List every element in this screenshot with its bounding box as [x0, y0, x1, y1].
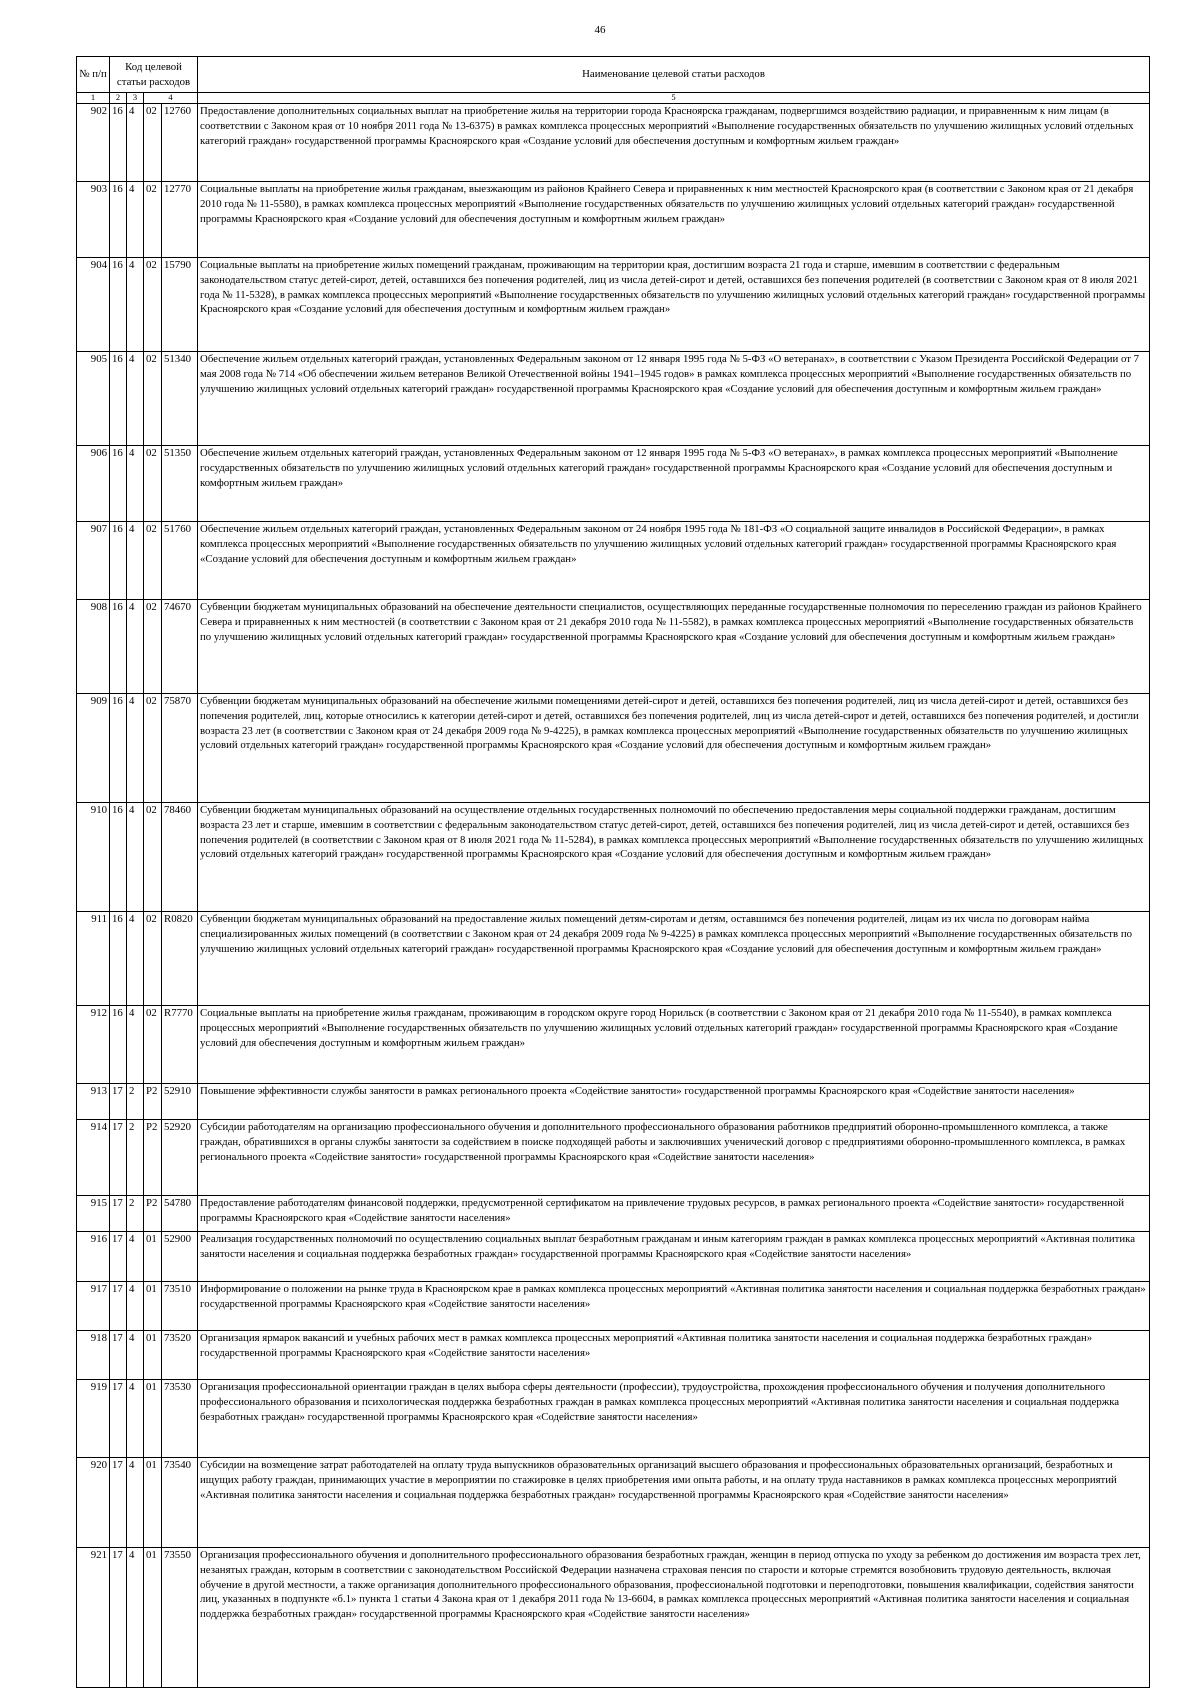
cell-description: Субсидии на возмещение затрат работодателей на оплату труда выпускников образовательных организаций высшего образования и профессиональных образовательных организаций, безработных и ищущих работу граждан, принимающих участие в мероприятии по стажировке в целях приобретения ими опыта работы, и на оплату труда наставников в рамках комплекса процессных мероприятий «Активная политика занятости населения и социальная поддержка безработных граждан» государственной программы Красноярского края «Содействие занятости населения»: [198, 1458, 1150, 1548]
cell-code-3: 01: [144, 1232, 162, 1282]
cell-code-3: 02: [144, 1006, 162, 1084]
cell-row-number: 902: [77, 104, 110, 182]
cell-code-1: 16: [110, 522, 127, 600]
cell-code-1: 17: [110, 1380, 127, 1458]
cell-code-4: 15790: [162, 258, 198, 352]
cell-code-2: 4: [127, 1282, 144, 1331]
cell-code-4: 73520: [162, 1331, 198, 1380]
cell-code-2: 4: [127, 600, 144, 694]
header-code: Код целевой статьи расходов: [110, 57, 198, 93]
cell-code-3: 02: [144, 803, 162, 912]
cell-code-1: 17: [110, 1196, 127, 1232]
column-number-3: 3: [127, 93, 144, 104]
cell-description: Социальные выплаты на приобретение жилья гражданам, выезжающим из районов Крайнего Севера и приравненных к ним местностей Красноярского края (в соответствии с Законом края от 21 декабря 2010 года № 11-5580), в рамках комплекса процессных мероприятий «Выполнение государственных обязательств по улучшению жилищных условий отдельных категорий граждан» государственной программы Красноярского края «Создание условий для обеспечения доступным и комфортным жильем граждан»: [198, 182, 1150, 258]
table-row: [77, 104, 1150, 182]
cell-description: Обеспечение жильем отдельных категорий граждан, установленных Федеральным законом от 12 января 1995 года № 5-ФЗ «О ветеранах», в соответствии с Указом Президента Российской Федерации от 7 мая 2008 года № 714 «Об обеспечении жильем ветеранов Великой Отечественной войны 1941–1945 годов» в рамках комплекса процессных мероприятий «Выполнение государственных обязательств по улучшению жилищных условий отдельных категорий граждан» государственной программы Красноярского края «Создание условий для обеспечения доступным и комфортным жильем граждан»: [198, 352, 1150, 446]
cell-code-1: 17: [110, 1331, 127, 1380]
cell-row-number: 912: [77, 1006, 110, 1084]
table-row: [77, 1331, 1150, 1380]
cell-description: Информирование о положении на рынке труда в Красноярском крае в рамках комплекса процессных мероприятий «Активная политика занятости населения и социальная поддержка безработных граждан» государственной программы Красноярского края «Содействие занятости населения»: [198, 1282, 1150, 1331]
cell-code-2: 4: [127, 912, 144, 1006]
cell-row-number: 907: [77, 522, 110, 600]
cell-code-4: 73510: [162, 1282, 198, 1331]
cell-code-4: R7770: [162, 1006, 198, 1084]
cell-row-number: 903: [77, 182, 110, 258]
cell-code-4: 51760: [162, 522, 198, 600]
cell-row-number: 904: [77, 258, 110, 352]
cell-code-3: 02: [144, 912, 162, 1006]
cell-code-4: 12760: [162, 104, 198, 182]
cell-code-1: 16: [110, 182, 127, 258]
cell-code-1: 17: [110, 1084, 127, 1120]
cell-code-3: 02: [144, 694, 162, 803]
table-row: [77, 912, 1150, 1006]
cell-row-number: 921: [77, 1548, 110, 1688]
cell-code-4: 75870: [162, 694, 198, 803]
cell-code-4: R0820: [162, 912, 198, 1006]
cell-code-4: 52900: [162, 1232, 198, 1282]
cell-code-2: 4: [127, 104, 144, 182]
cell-code-2: 4: [127, 1331, 144, 1380]
column-number-5: 5: [198, 93, 1150, 104]
table-row: [77, 1084, 1150, 1120]
cell-description: Субвенции бюджетам муниципальных образований на осуществление отдельных государственных полномочий по обеспечению предоставления меры социальной поддержки гражданам, достигшим возраста 23 лет и старше, имевшим в соответствии с федеральным законодательством статус детей-сирот, детей, оставшихся без попечения родителей, лиц из числа детей-сирот и детей, оставшихся без попечения родителей (в соответствии с Законом края от 8 июля 2021 года № 11-5284), в рамках комплекса процессных мероприятий «Выполнение государственных обязательств по улучшению жилищных условий отдельных категорий граждан» государственной программы Красноярского края «Создание условий для обеспечения доступным и комфортным жильем граждан»: [198, 803, 1150, 912]
header-name: Наименование целевой статьи расходов: [198, 57, 1150, 93]
cell-description: Субсидии работодателям на организацию профессионального обучения и дополнительного профессионального образования работников предприятий оборонно-промышленного комплекса, а также граждан, обратившихся в органы службы занятости за содействием в поиске подходящей работы и заключивших ученический договор с предприятиями оборонно-промышленного комплекса, в рамках регионального проекта «Содействие занятости» государственной программы Красноярского края «Содействие занятости населения»: [198, 1120, 1150, 1196]
table-row: [77, 1006, 1150, 1084]
cell-code-3: P2: [144, 1120, 162, 1196]
table-body: [77, 104, 1150, 1688]
table-row: [77, 1548, 1150, 1688]
cell-code-4: 54780: [162, 1196, 198, 1232]
table-row: [77, 522, 1150, 600]
cell-row-number: 916: [77, 1232, 110, 1282]
cell-code-2: 4: [127, 694, 144, 803]
cell-row-number: 905: [77, 352, 110, 446]
cell-row-number: 909: [77, 694, 110, 803]
cell-code-1: 16: [110, 694, 127, 803]
cell-code-1: 17: [110, 1548, 127, 1688]
cell-row-number: 918: [77, 1331, 110, 1380]
cell-code-4: 51340: [162, 352, 198, 446]
cell-code-1: 17: [110, 1282, 127, 1331]
cell-description: Субвенции бюджетам муниципальных образований на обеспечение жилыми помещениями детей-сирот и детей, оставшихся без попечения родителей, лиц из числа детей-сирот и детей, оставшихся без попечения родителей, лиц, которые относились к категории детей-сирот и детей, оставшихся без попечения родителей, лиц из числа детей-сирот и детей, оставшихся без попечения родителей, и достигли возраста 23 лет (в соответствии с Законом края от 24 декабря 2009 года № 9-4225), в рамках комплекса процессных мероприятий «Выполнение государственных обязательств по улучшению жилищных условий отдельных категорий граждан» государственной программы Красноярского края «Создание условий для обеспечения доступным и комфортным жильем граждан»: [198, 694, 1150, 803]
cell-row-number: 906: [77, 446, 110, 522]
cell-description: Предоставление дополнительных социальных выплат на приобретение жилья на территории города Красноярска гражданам, подвергшимся воздействию радиации, и приравненным к ним лицам (в соответствии с Законом края от 10 ноября 2011 года № 13-6375) в рамках комплекса процессных мероприятий «Выполнение государственных обязательств по улучшению жилищных условий отдельных категорий граждан» государственной программы Красноярского края «Создание условий для обеспечения доступным и комфортным жильем граждан»: [198, 104, 1150, 182]
cell-code-3: P2: [144, 1084, 162, 1120]
cell-row-number: 920: [77, 1458, 110, 1548]
cell-row-number: 919: [77, 1380, 110, 1458]
cell-code-4: 51350: [162, 446, 198, 522]
cell-code-1: 16: [110, 446, 127, 522]
table-row: [77, 1380, 1150, 1458]
table-row: [77, 1458, 1150, 1548]
column-number-2: 2: [110, 93, 127, 104]
cell-code-4: 74670: [162, 600, 198, 694]
cell-code-2: 4: [127, 1232, 144, 1282]
table-row: [77, 1120, 1150, 1196]
cell-code-3: 02: [144, 182, 162, 258]
cell-code-1: 16: [110, 803, 127, 912]
cell-code-1: 17: [110, 1458, 127, 1548]
cell-description: Обеспечение жильем отдельных категорий граждан, установленных Федеральным законом от 12 января 1995 года № 5-ФЗ «О ветеранах», в рамках комплекса процессных мероприятий «Выполнение государственных обязательств по улучшению жилищных условий отдельных категорий граждан» государственной программы Красноярского края «Создание условий для обеспечения доступным и комфортным жильем граждан»: [198, 446, 1150, 522]
cell-row-number: 908: [77, 600, 110, 694]
column-number-1: 1: [77, 93, 110, 104]
cell-code-3: P2: [144, 1196, 162, 1232]
cell-description: Субвенции бюджетам муниципальных образований на обеспечение деятельности специалистов, осуществляющих переданные государственные полномочия по переселению граждан из районов Крайнего Севера и приравненных к ним местностей (в соответствии с Законом края от 21 декабря 2010 года № 11-5582), в рамках комплекса процессных мероприятий «Выполнение государственных обязательств по улучшению жилищных условий отдельных категорий граждан» государственной программы Красноярского края «Создание условий для обеспечения доступным и комфортным жильем граждан»: [198, 600, 1150, 694]
cell-code-3: 02: [144, 600, 162, 694]
cell-code-1: 16: [110, 104, 127, 182]
cell-code-2: 4: [127, 803, 144, 912]
cell-code-2: 2: [127, 1084, 144, 1120]
cell-code-4: 52910: [162, 1084, 198, 1120]
cell-code-3: 01: [144, 1282, 162, 1331]
table-row: [77, 694, 1150, 803]
table-row: [77, 182, 1150, 258]
cell-description: Социальные выплаты на приобретение жилья гражданам, проживающим в городском округе город Норильск (в соответствии с Законом края от 21 декабря 2010 года № 11-5540), в рамках комплекса процессных мероприятий «Выполнение государственных обязательств по улучшению жилищных условий отдельных категорий граждан» государственной программы Красноярского края «Создание условий для обеспечения доступным и комфортным жильем граждан»: [198, 1006, 1150, 1084]
cell-description: Организация профессиональной ориентации граждан в целях выбора сферы деятельности (профессии), трудоустройства, прохождения профессионального обучения и получения дополнительного профессионального образования и психологическая поддержка безработных граждан в рамках комплекса процессных мероприятий «Активная политика занятости населения и социальная поддержка безработных граждан» государственной программы Красноярского края «Содействие занятости населения»: [198, 1380, 1150, 1458]
cell-code-3: 02: [144, 522, 162, 600]
cell-code-4: 78460: [162, 803, 198, 912]
cell-code-2: 4: [127, 1006, 144, 1084]
cell-code-3: 02: [144, 104, 162, 182]
cell-description: Организация ярмарок вакансий и учебных рабочих мест в рамках комплекса процессных мероприятий «Активная политика занятости населения и социальная поддержка безработных граждан» государственной программы Красноярского края «Содействие занятости населения»: [198, 1331, 1150, 1380]
cell-description: Субвенции бюджетам муниципальных образований на предоставление жилых помещений детям-сиротам и детям, оставшимся без попечения родителей, лицам из их числа по договорам найма специализированных жилых помещений (в соответствии с Законом края от 24 декабря 2009 года № 9-4225) в рамках комплекса процессных мероприятий «Выполнение государственных обязательств по улучшению жилищных условий отдельных категорий граждан» государственной программы Красноярского края «Создание условий для обеспечения доступным и комфортным жильем граждан»: [198, 912, 1150, 1006]
header-row-number: № п/п: [77, 57, 110, 93]
cell-code-1: 17: [110, 1232, 127, 1282]
cell-row-number: 910: [77, 803, 110, 912]
cell-code-2: 4: [127, 258, 144, 352]
cell-description: Организация профессионального обучения и дополнительного профессионального образования безработных граждан, женщин в период отпуска по уходу за ребенком до достижения им возраста трех лет, незанятых граждан, которым в соответствии с законодательством Российской Федерации назначена страховая пенсия по старости и которые стремятся возобновить трудовую деятельность, включая обучение в другой местности, а также организация дополнительного профессионального образования, профессиональной подготовки и переподготовки, повышения квалификации, содействия занятости лиц, указанных в подпункте «б.1» пункта 1 статьи 4 Закона края от 1 декабря 2011 года № 13-6604, в рамках комплекса процессных мероприятий «Активная политика занятости населения и социальная поддержка безработных граждан» государственной программы Красноярского края «Содействие занятости населения»: [198, 1548, 1150, 1688]
table-row: [77, 1232, 1150, 1282]
cell-code-2: 4: [127, 446, 144, 522]
cell-code-4: 52920: [162, 1120, 198, 1196]
page-number: 46: [594, 24, 606, 36]
cell-code-2: 4: [127, 182, 144, 258]
cell-description: Социальные выплаты на приобретение жилых помещений гражданам, проживающим на территории края, достигшим возраста 21 года и старше, имевшим в соответствии с федеральным законодательством статус детей-сирот, детей, оставшихся без попечения родителей, лиц из числа детей-сирот и детей, оставшихся без попечения родителей (в соответствии с Законом края от 8 июля 2021 года № 11-5328), в рамках комплекса процессных мероприятий «Выполнение государственных обязательств по улучшению жилищных условий отдельных категорий граждан» государственной программы Красноярского края «Создание условий для обеспечения доступным и комфортным жильем граждан»: [198, 258, 1150, 352]
cell-code-4: 73530: [162, 1380, 198, 1458]
cell-code-4: 73540: [162, 1458, 198, 1548]
cell-code-1: 16: [110, 258, 127, 352]
cell-code-4: 12770: [162, 182, 198, 258]
cell-row-number: 914: [77, 1120, 110, 1196]
cell-code-1: 16: [110, 600, 127, 694]
cell-code-3: 01: [144, 1548, 162, 1688]
cell-code-4: 73550: [162, 1548, 198, 1688]
cell-description: Обеспечение жильем отдельных категорий граждан, установленных Федеральным законом от 24 ноября 1995 года № 181-ФЗ «О социальной защите инвалидов в Российской Федерации», в рамках комплекса процессных мероприятий «Выполнение государственных обязательств по улучшению жилищных условий отдельных категорий граждан» государственной программы Красноярского края «Создание условий для обеспечения доступным и комфортным жильем граждан»: [198, 522, 1150, 600]
table-row: [77, 600, 1150, 694]
cell-code-3: 01: [144, 1458, 162, 1548]
column-number-4: 4: [144, 93, 198, 104]
cell-code-3: 02: [144, 352, 162, 446]
cell-code-1: 17: [110, 1120, 127, 1196]
cell-code-2: 4: [127, 1458, 144, 1548]
cell-code-2: 4: [127, 1380, 144, 1458]
cell-code-1: 16: [110, 352, 127, 446]
cell-code-2: 2: [127, 1120, 144, 1196]
table-row: [77, 352, 1150, 446]
table-row: [77, 1282, 1150, 1331]
cell-code-2: 2: [127, 1196, 144, 1232]
cell-description: Реализация государственных полномочий по осуществлению социальных выплат безработным гражданам и иным категориям граждан в рамках комплекса процессных мероприятий «Активная политика занятости населения и социальная поддержка безработных граждан» государственной программы Красноярского края «Содействие занятости населения»: [198, 1232, 1150, 1282]
cell-row-number: 913: [77, 1084, 110, 1120]
cell-code-3: 01: [144, 1331, 162, 1380]
cell-row-number: 911: [77, 912, 110, 1006]
cell-description: Предоставление работодателям финансовой поддержки, предусмотренной сертификатом на привлечение трудовых ресурсов, в рамках регионального проекта «Содействие занятости» государственной программы Красноярского края «Содействие занятости населения»: [198, 1196, 1150, 1232]
target-expense-table: [76, 56, 1150, 1688]
cell-row-number: 917: [77, 1282, 110, 1331]
cell-row-number: 915: [77, 1196, 110, 1232]
table-row: [77, 1196, 1150, 1232]
table-row: [77, 258, 1150, 352]
cell-code-2: 4: [127, 522, 144, 600]
cell-code-1: 16: [110, 912, 127, 1006]
cell-code-2: 4: [127, 352, 144, 446]
cell-description: Повышение эффективности службы занятости в рамках регионального проекта «Содействие занятости» государственной программы Красноярского края «Содействие занятости населения»: [198, 1084, 1150, 1120]
table-row: [77, 803, 1150, 912]
cell-code-3: 02: [144, 446, 162, 522]
cell-code-2: 4: [127, 1548, 144, 1688]
cell-code-3: 01: [144, 1380, 162, 1458]
cell-code-1: 16: [110, 1006, 127, 1084]
table-row: [77, 446, 1150, 522]
cell-code-3: 02: [144, 258, 162, 352]
